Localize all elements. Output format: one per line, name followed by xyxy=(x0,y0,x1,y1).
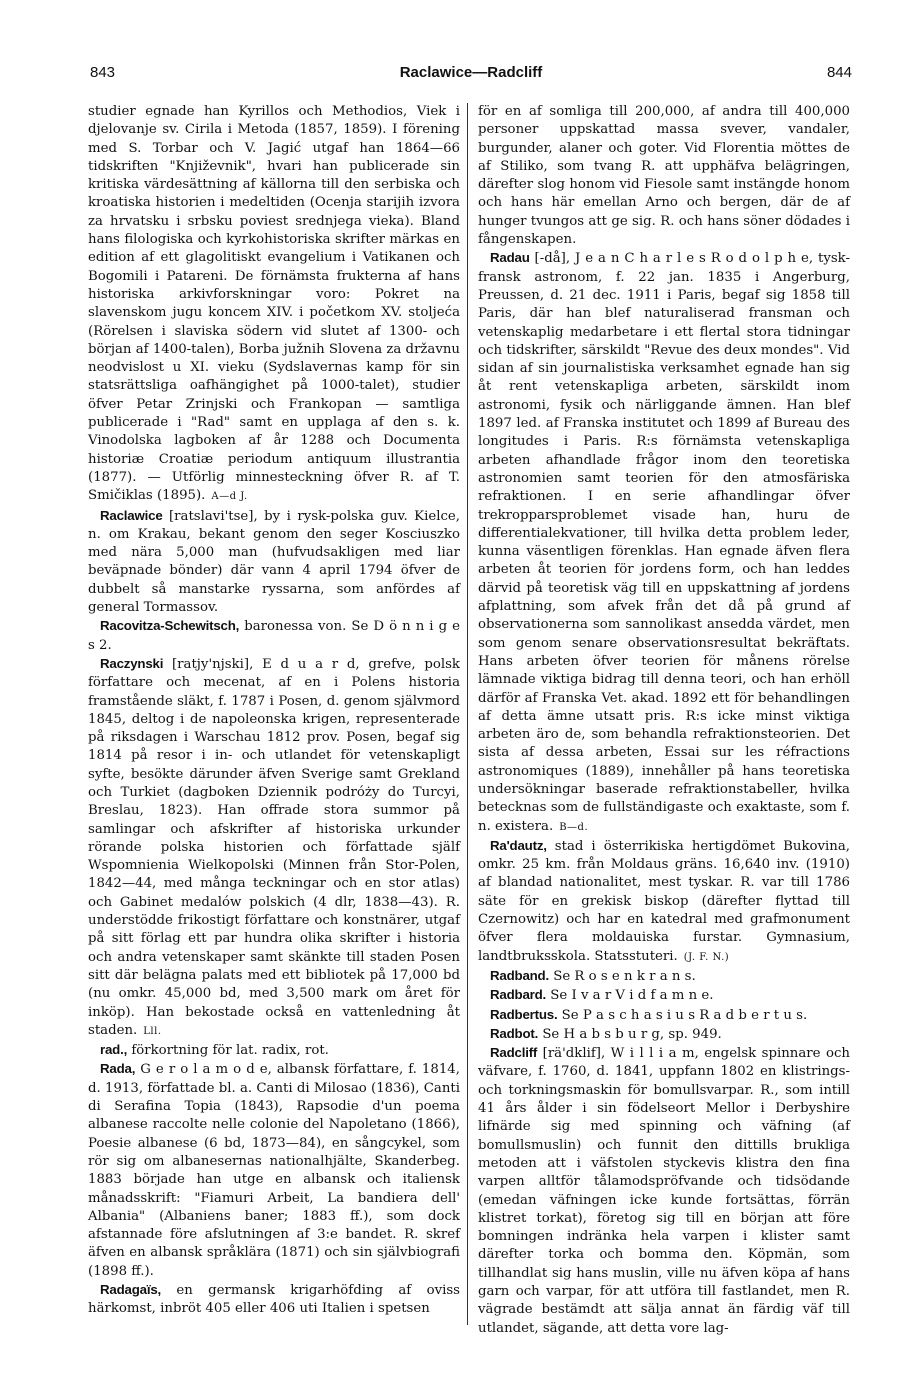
entry-text: [ratslavi'tse], by i rysk-polska guv. Kielce, n. om Krakau, bekant genom den seger Kosciuszko med nära 5,000 man (hufvudsakligen med liar beväpnade bönder) där vann 4 april 1794 öfver de dubbelt så manstarke ryssarna, som anfördes af general Tormassov. xyxy=(88,508,460,616)
entry-headword: Raclawice xyxy=(100,507,163,523)
entry-rada xyxy=(88,1060,460,1281)
author-signature: A—d J. xyxy=(211,491,248,503)
page-number-right: 844 xyxy=(826,64,852,81)
entry-raclawice xyxy=(88,507,460,618)
entry-headword: Ra'dautz, xyxy=(490,837,547,853)
entry-paragraph xyxy=(478,103,850,249)
entry-headword: Radbertus. xyxy=(490,1006,558,1022)
entry-text: Se R o s e n k r a n s. xyxy=(548,968,696,984)
entry-racovitza xyxy=(88,617,460,655)
entry-headword: Radbot. xyxy=(490,1025,539,1041)
entry-radbard xyxy=(478,986,850,1005)
entry-text: studier egnade han Kyrillos och Methodios, Viek i djelovanje sv. Cirila i Metoda (1857, 1859). I förening med S. Torbar och V. Jagić utgaf han 1864—66 tidskriften "Književnik", hvari han publicerade sin kritiska värdesättning af källorna till den serbiska och kroatiska historien i medeltiden (Ocenja starijih izvora za hrvatsku i srbsku poviest srednjega vieka). Bland hans filologiska och kyrkohistoriska skrifter märkas en edition af ett glagolitiskt evangelium i Vatikanen och Bogomili i Patareni. De förnämsta frukterna af hans historiska arkivforskningar voro: Pokret na slavenskom jugu koncem XIV. i početkom XV. stoljeća (Rörelsen i slaviska södern vid slutet af 1300- och början af 1400-talen), Borba južnih Slovena za državnu neodvislost u XI. vieku (Sydslavernas kamp för sin statsrättsliga oafhängighet på 1000-talet), studier öfver Petar Zrinjski och Frankopan — samtliga publicerade i "Rad" samt en upplaga af den s. k. Vinodolska lagboken af år 1288 och Documenta historiæ Croatiæ periodum antiquum illustrantia (1877). — Utförlig minnesteckning öfver R. af T. Smičiklas (1895). xyxy=(88,104,460,504)
entry-headword: Radagaïs, xyxy=(100,1282,162,1297)
entry-text: baronessa von. Se D ö n n i g e s 2. xyxy=(88,619,460,653)
entry-radautz xyxy=(478,837,850,967)
entry-headword: Radau xyxy=(490,250,530,266)
author-signature: B—d. xyxy=(559,821,589,833)
entry-headword: rad., xyxy=(100,1042,128,1058)
entry-text: en germansk krigarhöfding af oviss härkomst, inbröt 405 eller 406 uti Italien i spetsen xyxy=(88,1283,460,1317)
entry-text: [ratjy'njski], E d u a r d, grefve, polsk författare och mecenat, af en i Polens historia framstående släkt, f. 1787 i Posen, d. genom självmord 1845, deltog i de napoleonska krigen, representerade på riksdagen i Warschau 1812 prov. Posen, begaf sig 1814 på resor i in- och utlandet för vetenskapligt syfte, besökte därunder äfven Sverige samt Grekland och Turkiet (dagboken Dziennik podróży do Turcyi, Breslau, 1823). Han offrade stora summor på samlingar och afskrifter af historiska urkunder rörande polska historien och författade själf Wspomnienia Wielkopolski (Minnen från Stor-Polen, 1842—44, med många teckningar och en stor atlas) och Gabinet medalów polskich (4 dlr, 1838—43). R. understödde frikostigt författare och konstnärer, utgaf på sitt förlag ett par hundra olika skrifter i historia och andra vetenskaper samt skänkte till staden Posen sitt där belägna palats med ett bibliotek på 17,000 bd (nu omkr. 45,000 bd, med 3,500 mark om året för inköp). Han bekostade också en vattenledning åt staden. xyxy=(88,656,460,1038)
column-divider xyxy=(467,103,468,1325)
entry-text: förkortning för lat. radix, rot. xyxy=(127,1043,329,1059)
entry-radband xyxy=(478,967,850,986)
running-title: Raclawice—Radcliff xyxy=(399,64,543,81)
entry-radbot xyxy=(478,1025,850,1044)
entry-headword: Radcliff xyxy=(490,1045,538,1061)
author-signature: Lll. xyxy=(143,1025,162,1037)
right-column xyxy=(478,103,850,1338)
entry-rad xyxy=(88,1041,460,1060)
entry-headword: Raczynski xyxy=(100,655,164,671)
entry-headword: Radbard. xyxy=(490,987,547,1003)
left-column xyxy=(88,103,460,1319)
entry-radcliff xyxy=(478,1044,850,1338)
entry-text: för en af somliga till 200,000, af andra till 400,000 personer uppskattad massa svever, vandaler, burgunder, alaner och goter. Vid Florentia möttes de af Stiliko, som tvang R. att upphäfva belägringen, därefter slog honom vid Fiesole samt instängde honom och hans här emellan Arno och bergen, där de af hunger tvungos att ge sig. R. och hans söner dödades i fångenskapen. xyxy=(478,104,850,248)
entry-paragraph xyxy=(88,103,460,507)
entry-raczynski xyxy=(88,655,460,1041)
entry-text: Se H a b s b u r g, sp. 949. xyxy=(538,1026,722,1042)
entry-radau xyxy=(478,249,850,837)
page-header xyxy=(90,64,852,88)
entry-text: Se I v a r V i d f a m n e. xyxy=(546,988,714,1004)
author-signature: (J. F. N.) xyxy=(683,951,730,963)
entry-text: [-då], J e a n C h a r l e s R o d o l p h e, tysk-fransk astronom, f. 22 jan. 1835 i Angerburg, Preussen, d. 21 dec. 1911 i Paris, begaf sig 1858 till Paris, där han blef naturaliserad fransman och vetenskaplig medarbetare i ett flertal stora tidningar och tidskrifter, särskildt "Revue des deux mondes". Vid sidan af sin journalistiska verksamhet egnade han sig åt rent vetenskapliga arbeten, särskildt inom astronomi, fysik och närliggande ämnen. Han blef 1897 led. af Franska institutet och 1899 af Bureau des longitudes i Paris. R:s förnämsta vetenskapliga arbeten afhandlade frågor inom den teoretiska astronomien samt teorien för den atmosfäriska refraktionen. I en serie afhandlingar öfver trekropparsproblemet visade han, huru de differentialekvationer, till hvilka detta problem leder, kunna väsentligen förenklas. Han egnade äfven flera arbeten åt teorien för jordens form, och han leddes därvid på teoretisk väg till en uppskattning af jordens afplattning, som afvek från det då på grund af observationerna som sannolikast ansedda värdet, men som genom senare observationsresultat bekräftats. Hans arbeten öfver teorien för månens rörelse lämnade viktiga bidrag till denna teori, och han erhöll därför af Franska Vet. akad. 1892 ett för behandlingen af detta ämne utsatt pris. R:s icke minst viktiga arbeten äro de, som behandla refraktionsteorien. Det sista af dessa arbeten, Essai sur les réfractions astronomiques (1889), innehåller på hans teoretiska undersökningar baserade refraktionstabeller, hvilka betecknas som de fullständigaste och exaktaste, som f. n. existera. xyxy=(478,251,850,834)
entry-headword: Radband. xyxy=(490,967,549,983)
entry-radbertus xyxy=(478,1006,850,1025)
entry-text: G e r o l a m o d e, albansk författare, f. 1814, d. 1913, författade bl. a. Canti di Milosao (1836), Canti di Serafina Topia (1843), Rapsodie d'un poema albanese raccolte nelle colonie del Napoletano (1866), Poesie albanese (6 bd, 1873—84), en sångcykel, som rör sig om albanesernas nationalhjälte, Skanderbeg. 1883 började han utge en albansk och italiensk månadsskrift: "Fiamuri Arbeit, La bandiera dell' Albania" (Albaniens baner; 1883 ff.), som dock afstannade före afslutningen af 3:e bandet. R. skref äfven en albansk språklära (1871) och sin självbiografi (1898 ff.). xyxy=(88,1062,460,1279)
entry-radagais xyxy=(88,1281,460,1319)
entry-text: Se P a s c h a s i u s R a d b e r t u s. xyxy=(557,1007,808,1023)
entry-text: stad i österrikiska hertigdömet Bukovina, omkr. 25 km. från Moldaus gräns. 16,640 inv. (1910) af blandad nationalitet, mest tyskar. R. var till 1786 säte för en grekisk biskop (därefter flyttad till Czernowitz) och har en katedral med grafmonument öfver flera moldauiska furstar. Gymnasium, landtbruksskola. Statsstuteri. xyxy=(478,838,850,964)
page-number-left: 843 xyxy=(90,64,116,81)
entry-headword: Racovitza-Schewitsch, xyxy=(100,618,240,634)
entry-headword: Rada, xyxy=(100,1061,136,1077)
entry-text: [rä'dklif], W i l l i a m, engelsk spinnare och väfvare, f. 1760, d. 1841, uppfann 1802 en klistrings- och torkningsmaskin för bomullsvarpar. R., som intill 41 års ålder i sin födelseort Mellor i Derbyshire lifnärde sig med spinning och väfning (af bomullsmuslin) och funnit den dittills brukliga metoden att i väfstolen styckevis klistra den fina varpen alltför tålamodspröfvande och tidsödande (emedan väfningen icke kunde fortsättas, förrän klistret torkat), företog sig till en början att före bomningen indränka hela varpen i klister samt därefter torka och bomma den. Köpmän, som tillhandlat sig hans muslin, ville nu äfven köpa af hans garn och varpar, för att utföra till fastlandet, men R. vägrade bestämdt att sälja annat än färdig väf till utlandet, sägande, att detta vore lag- xyxy=(478,1046,850,1336)
